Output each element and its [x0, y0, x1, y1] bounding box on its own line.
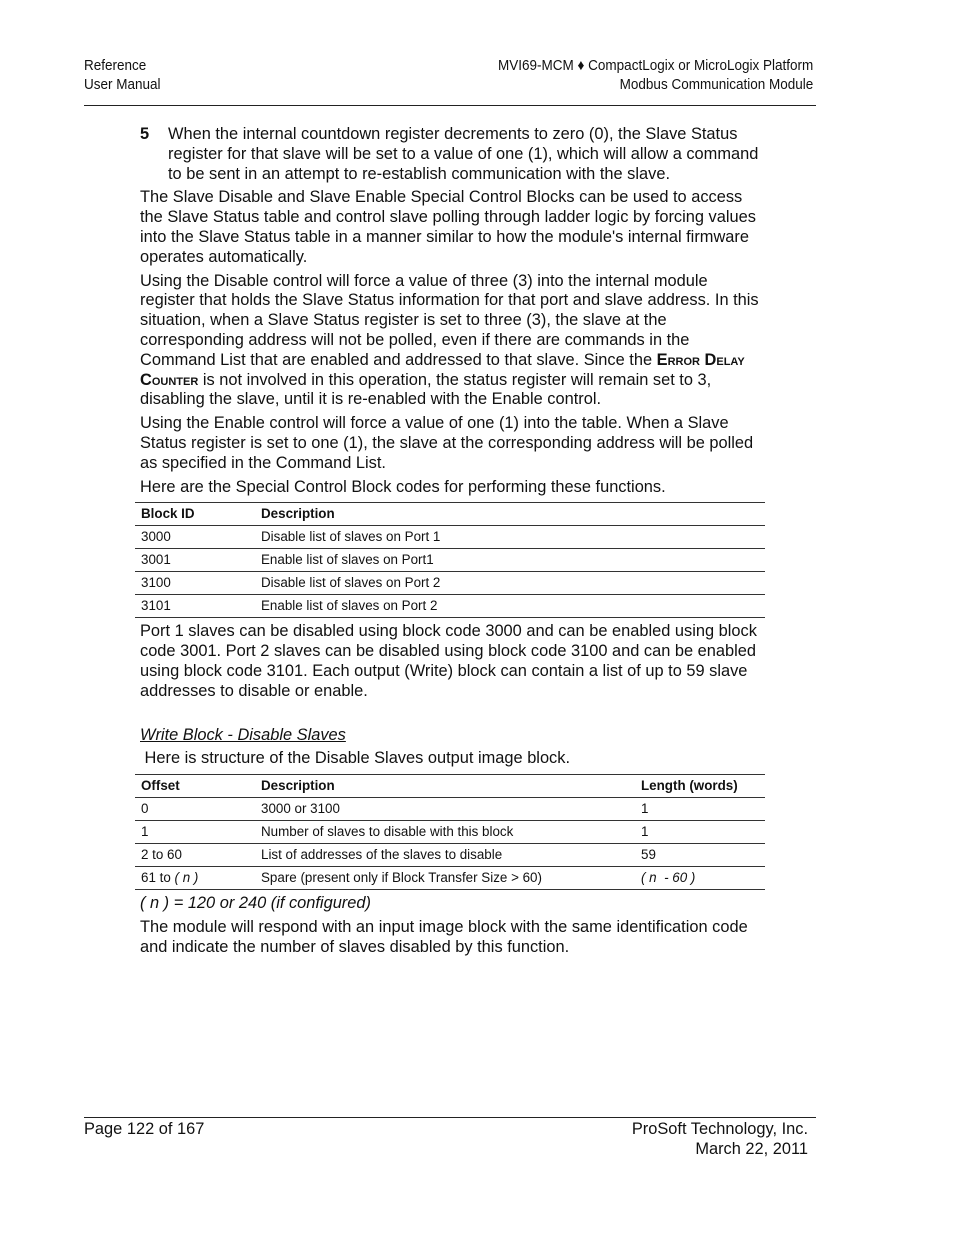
length-cell: 59 [635, 844, 765, 867]
description-cell: Spare (present only if Block Transfer Size > 60) [255, 867, 635, 890]
header-module: Modbus Communication Module [619, 76, 813, 93]
offset-cell: 1 [135, 821, 255, 844]
paragraph-intro: The Slave Disable and Slave Enable Special Control Blocks can be used to access the Slave Status table and control slave polling through ladder logic by forcing values into the Slave Status table in a manner similar to how the module's internal firmware operates automatically. [140, 188, 756, 266]
paragraph-codes-intro: Here are the Special Control Block codes for performing these functions. [140, 477, 666, 496]
column-header-length: Length (words) [635, 775, 765, 798]
length-cell: ( n - 60 ) [635, 867, 765, 890]
footer-company: ProSoft Technology, Inc. [631, 1120, 808, 1138]
footer-page-number: Page 122 of 167 [84, 1120, 205, 1138]
table-header-row [135, 775, 765, 798]
disable-slaves-table [135, 774, 765, 890]
block-id-cell: 3101 [135, 595, 255, 618]
paragraph-structure-intro: Here is structure of the Disable Slaves output image block. [140, 749, 571, 768]
table-row [135, 595, 765, 618]
table-row [135, 844, 765, 867]
paragraph-disable-control: Using the Disable control will force a value of three (3) into the internal module register that holds the Slave Status information for that port and slave address. In this situation, when a Slave Status register is set to three (3), the slave at the corresponding address will not be polled, even if there are commands in the Command List that are enabled and addressed to that slave. Since the Error Delay Counter is not involved in this operation, the status register will remain set to 3, disabling the slave, until it is re-enabled with the Enable control. [140, 271, 759, 409]
note-n-value: ( n ) = 120 or 240 (if configured) [140, 894, 371, 913]
step-item [140, 125, 764, 184]
description-cell: Disable list of slaves on Port 1 [255, 526, 765, 549]
column-header-description: Description [255, 775, 635, 798]
error-delay-counter-term: Error Delay Counter [140, 350, 745, 389]
paragraph-enable-control: Using the Enable control will force a value of one (1) into the table. When a Slave Status register is set to one (1), the slave at the corresponding address will be polled as specified in the Command List. [140, 414, 754, 472]
footer-right [632, 1119, 808, 1159]
header-doc-type: User Manual [84, 76, 161, 93]
footer-date: March 22, 2011 [695, 1140, 808, 1158]
length-cell: 1 [635, 821, 765, 844]
header-section: Reference [84, 57, 147, 74]
block-id-cell: 3001 [135, 549, 255, 572]
header-right [498, 56, 813, 94]
page-content [140, 125, 764, 962]
column-header-description: Description [255, 503, 765, 526]
block-id-cell: 3100 [135, 572, 255, 595]
description-cell: Disable list of slaves on Port 2 [255, 572, 765, 595]
column-header-block-id: Block ID [135, 503, 255, 526]
footer-divider [84, 1117, 816, 1118]
description-cell: Number of slaves to disable with this block [255, 821, 635, 844]
offset-cell: 2 to 60 [135, 844, 255, 867]
table-row [135, 867, 765, 890]
table-row [135, 821, 765, 844]
description-cell: 3000 or 3100 [255, 798, 635, 821]
column-header-offset: Offset [135, 775, 255, 798]
offset-cell: 0 [135, 798, 255, 821]
table-row [135, 549, 765, 572]
description-cell: List of addresses of the slaves to disable [255, 844, 635, 867]
description-cell: Enable list of slaves on Port1 [255, 549, 765, 572]
table-row [135, 798, 765, 821]
table-header-row [135, 503, 765, 526]
step-text: When the internal countdown register decrements to zero (0), the Slave Status register for that slave will be set to a value of one (1), which will allow a command to be sent in an attempt to re-establish communication with the slave. [168, 125, 759, 183]
header-left [84, 56, 161, 94]
paragraph-response: The module will respond with an input image block with the same identification code and indicate the number of slaves disabled by this function. [140, 917, 748, 956]
step-number: 5 [140, 125, 150, 143]
description-cell: Enable list of slaves on Port 2 [255, 595, 765, 618]
paragraph-port-codes: Port 1 slaves can be disabled using block code 3000 and can be enabled using block code 3001. Port 2 slaves can be disabled using block code 3100 and can be enabled using block code 3101. Each output (Write) block can contain a list of up to 59 slave addresses to disable or enable. [140, 622, 757, 700]
offset-cell: 61 to ( n ) [135, 867, 255, 890]
block-id-cell: 3000 [135, 526, 255, 549]
subheading-write-block: Write Block - Disable Slaves [140, 725, 346, 744]
table-row [135, 572, 765, 595]
header-product: MVI69-MCM ♦ CompactLogix or MicroLogix Platform [497, 57, 813, 74]
block-code-table [135, 502, 765, 618]
length-cell: 1 [635, 798, 765, 821]
header-divider [84, 105, 816, 106]
table-row [135, 526, 765, 549]
